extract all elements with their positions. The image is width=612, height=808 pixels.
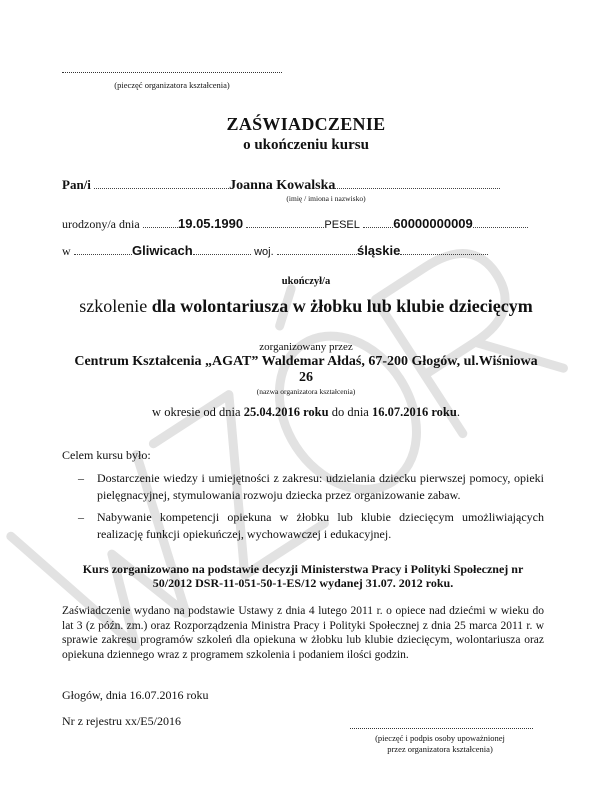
in-label: w [62,244,71,258]
dotted-fill [335,188,500,189]
pesel-value: 60000000009 [393,216,473,231]
document-subtitle: o ukończeniu kursu [243,137,369,153]
name-label: Pan/i [62,177,91,192]
period-end: 16.07.2016 roku [371,405,457,419]
course-period [0,405,612,420]
dotted-fill [94,188,229,189]
dash-bullet-icon: – [78,510,84,524]
name-hint: (imię / imiona i nazwisko) [286,194,366,203]
birth-date: 19.05.1990 [178,216,244,231]
organizer-line-2: 26 [299,370,313,385]
dotted-fill [74,254,132,255]
voivodeship-value: śląskie [356,243,401,258]
course-title [0,296,612,317]
dotted-fill [246,227,324,228]
period-prefix: w okresie od dnia [152,405,241,419]
birth-place: Gliwicach [132,243,193,258]
voivodeship-label: woj. [254,246,274,258]
aim-text: Nabywanie kompetencji opiekuna w żłobku lub klubie dziecięcym umożliwiających realizację funkcji opiekuńczej, wychowawczej i edukacyjnej. [97,510,544,541]
organized-by-label: zorganizowany przez [259,341,353,353]
dotted-fill [473,227,528,228]
signature-hint [340,733,540,755]
organizer-hint: (nazwa organizatora kształcenia) [256,387,356,396]
signature-dotted-line [350,728,533,729]
dotted-fill [143,227,178,228]
signature-hint-line-1: (pieczęć i podpis osoby upoważnionej [375,733,505,743]
dotted-fill [277,254,357,255]
place-row [62,243,542,259]
legal-text: Zaświadczenie wydano na podstawie Ustawy z dnia 4 lutego 2011 r. o opiece nad dziećmi w wieku do lat 3 (z późn. zm.) oraz Rozporządzenia Ministra Pracy i Polityki Społecznej z dnia 25 marca 2011 r. w sprawie zakresu programów szkoleń dla opiekuna w żłobku lub klubie dziecięcym, wolontariusza oraz opiekuna dziennego wraz z programem szkolenia i podaniem ilości godzin. [62,605,544,661]
aim-item [62,470,544,504]
aim-item [62,509,544,543]
dotted-fill [363,227,393,228]
course-name: dla wolontariusza w żłobku lub klubie dziecięcym [151,296,533,316]
period-start: 25.04.2016 roku [243,405,329,419]
registry-number: Nr z rejestru xx/E5/2016 [62,714,181,728]
signature-hint-line-2: przez organizatora kształcenia) [387,744,493,754]
period-mid: do dnia [331,405,369,419]
aims-label: Celem kursu było: [62,448,151,462]
legal-basis-line-2: 50/2012 DSR-11-051-50-1-ES/12 wydanej 31.07. 2012 roku. [152,576,454,590]
birth-row [62,216,542,232]
completed-label: ukończył/a [281,276,331,287]
organizer-name [60,354,552,386]
born-label: urodzony/a dnia [62,217,140,231]
pesel-label: PESEL [324,219,360,231]
period-suffix: . [456,405,460,419]
legal-basis-line-1: Kurs zorganizowano na podstawie decyzji Ministerstwa Pracy i Polityki Społecznej nr [82,562,524,576]
dash-bullet-icon: – [78,471,84,485]
aims-list [62,470,544,548]
legal-basis [62,562,544,590]
stamp-dotted-line [62,72,282,73]
dotted-fill [193,254,251,255]
document-title: ZAŚWIADCZENIE [226,114,386,134]
organizer-line-1: Centrum Kształcenia „AGAT” Waldemar Ałdaś, 67-200 Głogów, ul.Wiśniowa [74,354,538,369]
city-and-date: Głogów, dnia 16.07.2016 roku [62,688,209,702]
aim-text: Dostarczenie wiedzy i umiejętności z zakresu: udzielania dziecku pierwszej pomocy, opieki pielęgnacyjnej, stymulowania rozwoju dziecka przez organizowanie zabaw. [97,471,544,502]
person-name: Joanna Kowalska [229,178,336,193]
name-row [62,177,542,194]
organizer-stamp-label: (pieczęć organizatora kształcenia) [114,80,230,90]
course-prefix: szkolenie [79,296,148,316]
dotted-fill [400,254,488,255]
